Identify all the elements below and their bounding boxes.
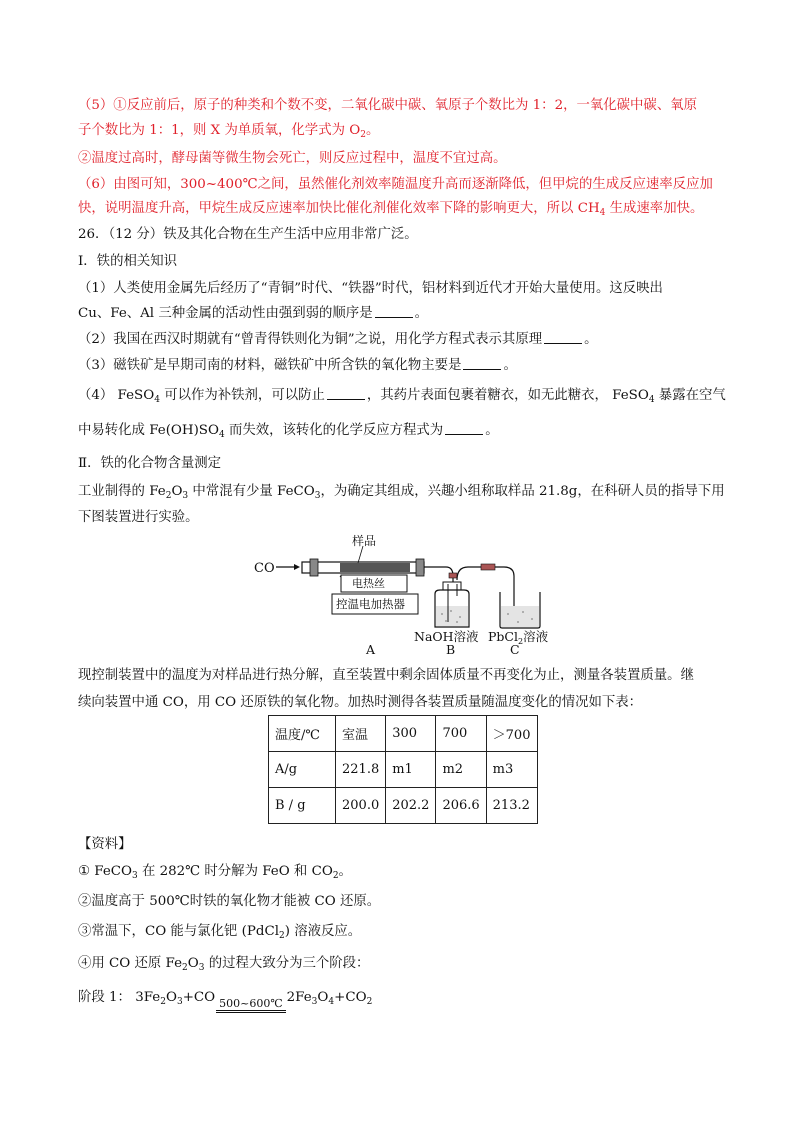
- material-1: ① FeCO$_3$ 在 282℃ 时分解为 FeO 和 $CO_2$。: [78, 864, 352, 881]
- naoh-label: NaOH溶液: [414, 629, 479, 644]
- stopper-left: [310, 559, 318, 576]
- q1-line1: （1）人类使用金属先后经历了“青铜”时代、“铁器”时代，铝材料到近代才开始大量使用。这反映出: [78, 281, 663, 296]
- mass-temperature-table: [268, 715, 538, 824]
- table-header-cell: 300: [386, 716, 436, 752]
- table-cell: A/g: [269, 752, 336, 788]
- table-cell: 206.6: [436, 788, 486, 824]
- table-cell: 202.2: [386, 788, 436, 824]
- after-figure-line1: 现控制装置中的温度为对样品进行热分解，直至装置中剩余固体质量不再变化为止，测量各装置质量。继: [78, 668, 694, 683]
- material-4: ④用 CO 还原 $Fe_2O_3$ 的过程大致分为三个阶段：: [78, 956, 370, 973]
- sample-label: 样品: [352, 534, 377, 548]
- heater-wire-label: 电热丝: [352, 577, 385, 590]
- answer-blank: [375, 305, 413, 318]
- question-header: 26．（12 分）铁及其化合物在生产生活中应用非常广泛。: [78, 227, 418, 242]
- q2: （2）我国在西汉时期就有“曾青得铁则化为铜”之说，用化学方程式表示其原理 。: [78, 332, 598, 347]
- table-row: [269, 788, 538, 824]
- intro-line1: 工业制得的 $Fe_2O_3$ 中常混有少量 FeCO$_3$，为确定其组成，兴趣小组称取样品 21.8g，在科研人员的指导下用: [78, 484, 725, 501]
- stage-1-equation: 阶段 1： $3Fe_2O_3+CO$ 500~600℃ $2Fe_3O_4+CO_2$: [78, 988, 728, 1017]
- answer-q6-line2: 快，说明温度升高，甲烷生成反应速率加快比催化剂催化效率下降的影响更大，所以 $CH_4$ 生成速率加快。: [78, 201, 704, 218]
- answer-blank: [445, 422, 483, 435]
- q4-line1: （4） FeSO$_4$ 可以作为补铁剂，可以防止 ，其药片表面包裹着糖衣，如无此糖衣， FeSO$_4$ 暴露在空气: [78, 388, 726, 405]
- label-c: C: [510, 642, 520, 656]
- answer-q5-part2: ②温度过高时，酵母菌等微生物会死亡，则反应过程中，温度不宜过高。: [78, 151, 507, 166]
- q4-line2: 中易转化成 $Fe(OH)SO_4$ 而失效，该转化的化学反应方程式为 。: [78, 423, 499, 440]
- answer-blank: [544, 331, 582, 344]
- material-3: ③常温下，CO 能与氯化钯 (PdCl$_2$) 溶液反应。: [78, 924, 362, 941]
- materials-title: 【资料】: [78, 837, 132, 852]
- material-2: ②温度高于 500℃时铁的氧化物才能被 CO 还原。: [78, 894, 381, 909]
- answer-blank: [463, 357, 501, 370]
- table-row: [269, 752, 538, 788]
- table-header-cell: 温度/℃: [269, 716, 336, 752]
- intro-line2: 下图装置进行实验。: [78, 510, 199, 525]
- apparatus-figure: [248, 534, 568, 656]
- reaction-condition: 500~600℃: [216, 998, 286, 1017]
- answer-q5-line2: 子个数比为 1：1，则 X 为单质氧，化学式为 $O_2$。: [78, 123, 380, 140]
- answer-q6-line1: （6）由图可知，300~400℃之间，虽然催化剂效率随温度升高而逐渐降低，但甲烷的生成反应速率反应加: [78, 177, 713, 192]
- q3: （3）磁铁矿是早期司南的材料，磁铁矿中所含铁的氧化物主要是 。: [78, 358, 517, 373]
- table-cell: m1: [386, 752, 436, 788]
- arrow-head-icon: [294, 564, 300, 570]
- table-header-cell: 700: [436, 716, 486, 752]
- section1-title: Ⅰ．铁的相关知识: [78, 254, 178, 269]
- q1-line2: Cu、Fe、Al 三种金属的活动性由强到弱的顺序是 。: [78, 306, 428, 321]
- table-cell: B / g: [269, 788, 336, 824]
- section2-title: Ⅱ．铁的化合物含量测定: [78, 456, 222, 471]
- table-cell: 221.8: [336, 752, 386, 788]
- after-figure-line2: 续向装置中通 CO，用 CO 还原铁的氧化物。加热时测得各装置质量随温度变化的情况如下表：: [78, 695, 643, 710]
- stopper-right: [416, 559, 424, 576]
- sample-fill: [340, 563, 410, 572]
- table-header-cell: ＞700: [486, 716, 537, 752]
- table-cell: m2: [436, 752, 486, 788]
- label-b: B: [446, 642, 456, 656]
- co-label: CO: [254, 561, 275, 576]
- pbcl2-label: PbCl$_2$溶液: [488, 629, 549, 646]
- table-cell: m3: [486, 752, 537, 788]
- table-cell: 213.2: [486, 788, 537, 824]
- answer-blank: [327, 387, 365, 400]
- table-header-cell: 室温: [336, 716, 386, 752]
- table-header-row: [269, 716, 538, 752]
- table-cell: 200.0: [336, 788, 386, 824]
- heater-label: 控温电加热器: [336, 597, 405, 611]
- label-a: A: [366, 642, 376, 656]
- answer-q5-line1: （5）①反应前后，原子的种类和个数不变，二氧化碳中碳、氧原子个数比为 1：2，一氧化碳中碳、氧原: [78, 98, 697, 113]
